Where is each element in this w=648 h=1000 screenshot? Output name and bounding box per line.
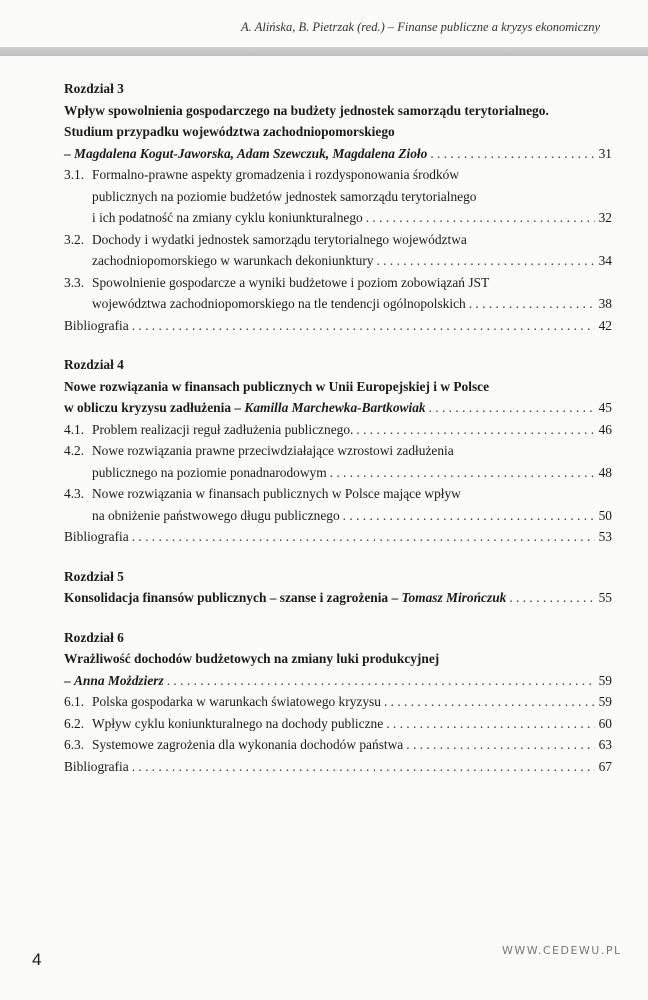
section-title-line: publicznych na poziomie budżetów jednostek samorządu terytorialnego [92, 188, 477, 204]
chapter-authors-line[interactable] [64, 143, 612, 165]
section-title-line: województwa zachodniopomorskiego na tle tendencji ogólnopolskich [92, 296, 466, 311]
page-number: 31 [598, 145, 612, 161]
chapter-authors: Magdalena Kogut-Jaworska, Adam Szewczuk, Magdalena Zioło [74, 145, 428, 161]
chapter-title-line: Wrażliwość dochodów budżetowych na zmiany luki produkcyjnej [64, 651, 440, 666]
chapter-6 [64, 627, 612, 778]
chapter-title-line: Nowe rozwiązania w finansach publicznych w Unii Europejskiej i w Polsce [64, 378, 490, 394]
section-title-line: Formalno-prawne aspekty gromadzenia i rozdysponowania środków [92, 167, 460, 182]
section-number: 6.3. [64, 737, 85, 752]
section-number: 6.1. [64, 694, 85, 709]
page-number: 42 [598, 317, 612, 333]
leader-dots [386, 713, 595, 735]
toc-section[interactable] [64, 419, 612, 441]
page-number: 50 [598, 507, 612, 523]
chapter-5 [64, 566, 612, 609]
section-title-line: Wpływ cyklu koniunkturalnego na dochody publiczne [92, 715, 384, 731]
section-number: 6.2. [64, 715, 85, 731]
toc-section[interactable] [64, 691, 612, 713]
section-number: 4.2. [64, 443, 85, 458]
chapter-authors: Tomasz Mirończuk [401, 590, 507, 605]
leader-dots [132, 526, 595, 548]
section-title-line: Nowe rozwiązania prawne przeciwdziałające wzrostowi zadłużenia [92, 443, 454, 458]
leader-dots [132, 315, 595, 337]
section-number: 3.2. [64, 231, 85, 247]
section-title-line: i ich podatność na zmiany cyklu koniunkturalnego [92, 210, 363, 225]
authors-prefix: – [64, 145, 75, 161]
page-number: 45 [598, 400, 612, 415]
section-number: 3.3. [64, 274, 85, 290]
page-number: 59 [598, 694, 612, 709]
toc-section[interactable] [64, 483, 612, 526]
leader-dots [366, 207, 595, 229]
page-number: 60 [598, 715, 612, 731]
leader-dots [343, 505, 595, 527]
toc-section[interactable] [64, 440, 612, 483]
section-title-line: Problem realizacji reguł zadłużenia publicznego. [92, 421, 354, 437]
page-number: 34 [598, 253, 612, 268]
bibliography-label: Bibliografia [64, 758, 129, 774]
leader-dots [429, 397, 595, 419]
bibliography-label: Bibliografia [64, 317, 129, 333]
page-footer-number: 4 [32, 950, 42, 969]
bibliography-label: Bibliografia [64, 529, 129, 544]
section-title-line: Spowolnienie gospodarcze a wyniki budżetowe i poziom zobowiązań JST [92, 274, 490, 290]
page-number: 59 [598, 672, 612, 688]
leader-dots [377, 250, 595, 272]
chapter-label: Rozdział 3 [64, 81, 124, 96]
page-number: 53 [598, 529, 612, 544]
bibliography-entry[interactable] [64, 315, 612, 337]
toc-section[interactable] [64, 272, 612, 315]
chapter-label: Rozdział 6 [64, 629, 124, 645]
running-header: A. Alińska, B. Pietrzak (red.) – Finanse publiczne a kryzys ekonomiczny [241, 20, 600, 34]
publisher-url[interactable]: WWW.CEDEWU.PL [502, 944, 622, 957]
chapter-title-authors-line[interactable] [64, 587, 612, 609]
page-number: 46 [598, 421, 612, 437]
page-number: 38 [598, 296, 612, 311]
authors-prefix: – [231, 400, 245, 415]
section-title-line: publicznego na poziomie ponadnarodowym [92, 464, 327, 480]
chapter-title-authors-line[interactable] [64, 397, 612, 419]
leader-dots [469, 293, 595, 315]
table-of-contents [64, 78, 612, 795]
leader-dots [132, 756, 595, 778]
chapter-authors: Anna Możdzierz [74, 672, 164, 688]
chapter-label: Rozdział 5 [64, 568, 124, 584]
chapter-title-line: Studium przypadku województwa zachodniopomorskiego [64, 124, 395, 139]
chapter-4 [64, 354, 612, 548]
header-rule [0, 47, 648, 56]
toc-section[interactable] [64, 734, 612, 756]
section-number: 4.1. [64, 421, 85, 437]
leader-dots [356, 419, 595, 441]
section-title-line: Dochody i wydatki jednostek samorządu terytorialnego województwa [92, 231, 467, 247]
toc-section[interactable] [64, 229, 612, 272]
leader-dots [384, 691, 595, 713]
chapter-title-line: Wpływ spowolnienia gospodarczego na budżety jednostek samorządu terytorialnego. [64, 102, 549, 118]
leader-dots [509, 587, 595, 609]
section-title-line: zachodniopomorskiego w warunkach dekoniunktury [92, 253, 374, 268]
chapter-label: Rozdział 4 [64, 357, 124, 372]
page-number: 48 [598, 464, 612, 480]
toc-section[interactable] [64, 164, 612, 229]
leader-dots [406, 734, 595, 756]
leader-dots [330, 462, 595, 484]
toc-section[interactable] [64, 713, 612, 735]
section-title-line: Systemowe zagrożenia dla wykonania dochodów państwa [92, 737, 404, 752]
page-number: 63 [598, 737, 612, 752]
page-number: 32 [598, 210, 612, 225]
authors-prefix: – [64, 672, 75, 688]
chapter-authors: Kamilla Marchewka-Bartkowiak [244, 400, 426, 415]
section-title-line: na obniżenie państwowego długu publicznego [92, 507, 340, 523]
chapter-title-line: Konsolidacja finansów publicznych – szanse i zagrożenia [64, 590, 389, 605]
bibliography-entry[interactable] [64, 526, 612, 548]
section-title-line: Nowe rozwiązania w finansach publicznych w Polsce mające wpływ [92, 486, 461, 501]
chapter-3 [64, 78, 612, 336]
page-number: 67 [598, 758, 612, 774]
authors-prefix: – [388, 590, 402, 605]
chapter-title-line: w obliczu kryzysu zadłużenia [64, 400, 232, 415]
section-number: 4.3. [64, 486, 85, 501]
page-number: 55 [598, 590, 612, 605]
section-title-line: Polska gospodarka w warunkach światowego kryzysu [92, 694, 381, 709]
bibliography-entry[interactable] [64, 756, 612, 778]
leader-dots [167, 670, 595, 692]
chapter-authors-line[interactable] [64, 670, 612, 692]
section-number: 3.1. [64, 167, 85, 182]
leader-dots [430, 143, 595, 165]
